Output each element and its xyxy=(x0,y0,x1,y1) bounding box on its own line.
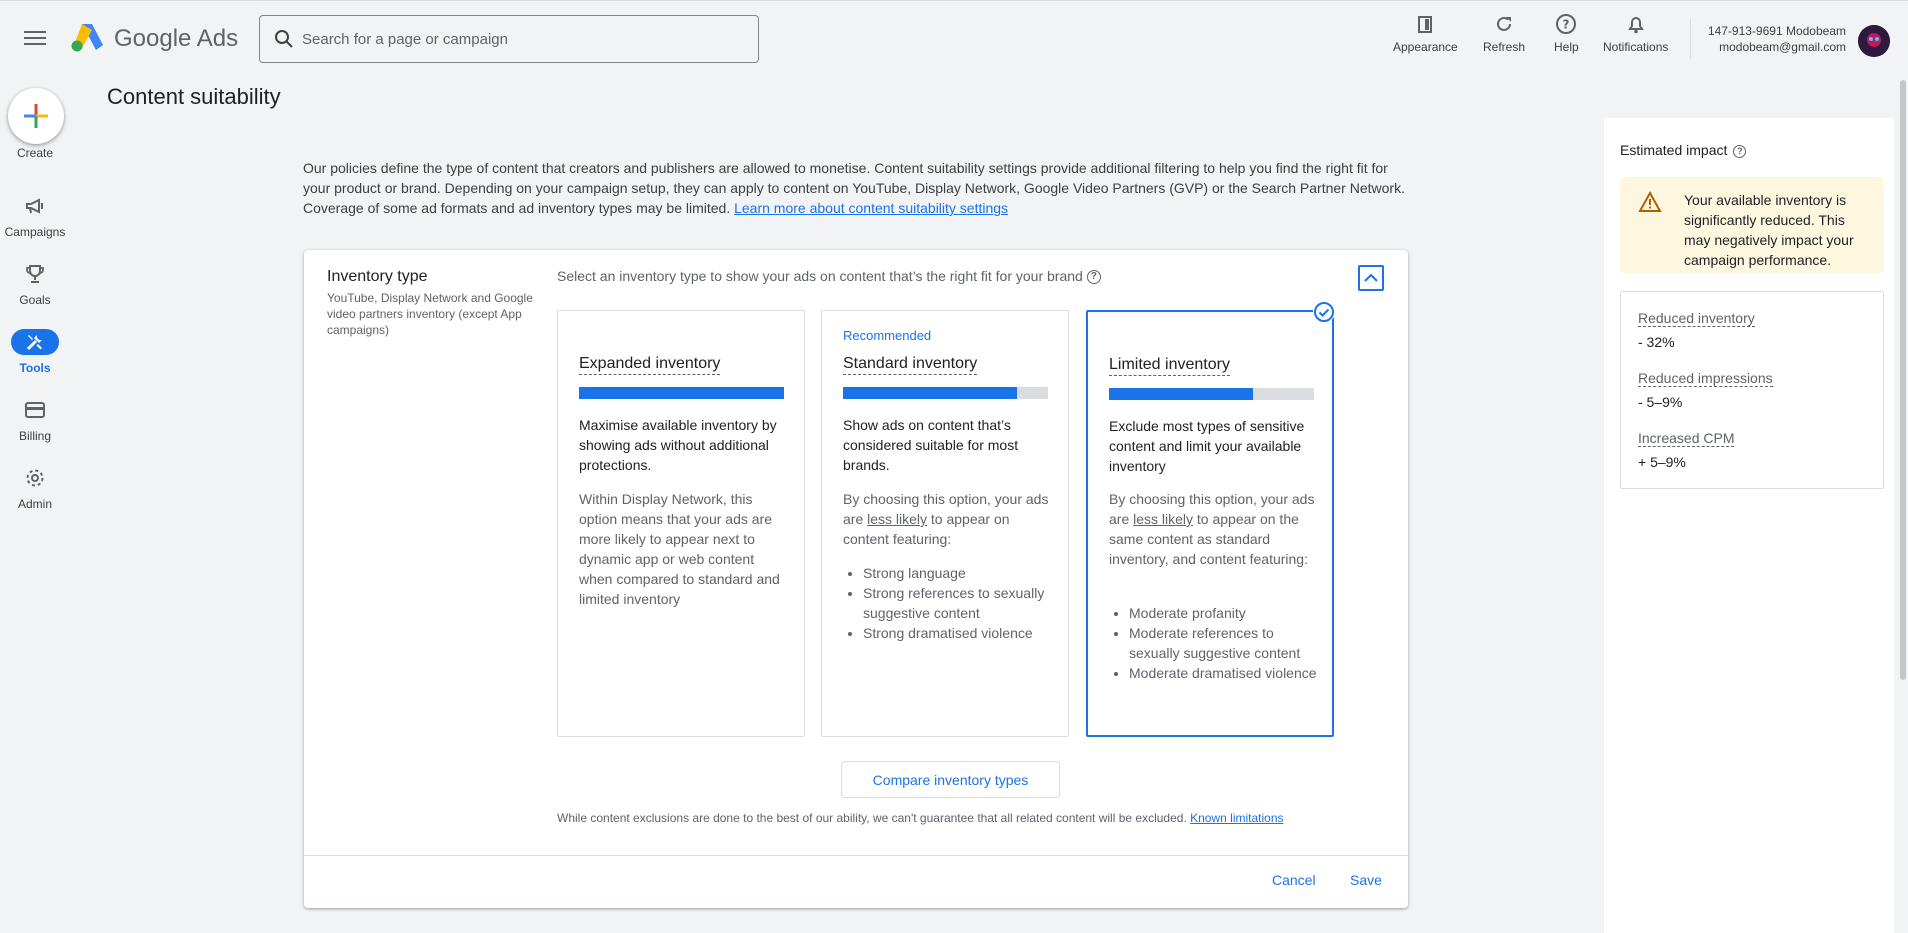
intro-body: Our policies define the type of content that creators and publishers are allowed to monetise. Content suitability settings provide additional filtering to help you find the right fit for your product or brand. Depending on your campaign setup, they can apply to content on YouTube, Display Network, Google Video Partners (GVP) or the Search Partner Network. Coverage of some ad formats and ad inventory types may be limited. xyxy=(303,160,1405,216)
create-label: Create xyxy=(16,146,54,160)
inventory-type-title: Inventory type xyxy=(327,268,428,285)
nav-label: Tools xyxy=(19,361,51,375)
trophy-icon xyxy=(24,263,46,285)
option-description: Show ads on content that’s considered suitable for most brands. xyxy=(843,417,1019,473)
brand-name: Google Ads xyxy=(114,25,239,52)
cancel-button[interactable]: Cancel xyxy=(1272,872,1316,888)
appearance-button[interactable] xyxy=(1393,13,1458,54)
avatar-image-icon xyxy=(1858,25,1890,57)
create-button[interactable] xyxy=(8,88,64,144)
refresh-button[interactable] xyxy=(1483,13,1525,54)
help-icon xyxy=(1555,13,1577,35)
option-name: Limited inventory xyxy=(1109,356,1230,376)
megaphone-icon xyxy=(24,195,46,217)
option-detail: Within Display Network, this option means that your ads are more likely to appear next to dynamic app or web content when compared to standard and limited inventory xyxy=(579,491,780,607)
header-divider xyxy=(1690,19,1691,59)
refresh-label: Refresh xyxy=(1483,40,1526,54)
search-input[interactable] xyxy=(302,26,742,52)
option-standard-inventory[interactable] xyxy=(821,310,1069,737)
page-title: Content suitability xyxy=(107,84,281,109)
option-expanded-inventory[interactable] xyxy=(557,310,805,737)
disclaimer-text xyxy=(557,811,1284,825)
selected-check-icon xyxy=(1313,301,1335,323)
list-item: • Strong language xyxy=(863,563,1053,583)
help-label: Help xyxy=(1554,40,1579,54)
credit-card-icon xyxy=(24,399,46,421)
avatar[interactable] xyxy=(1858,25,1890,57)
list-item: • Moderate profanity xyxy=(1129,603,1319,623)
nav-item-billing[interactable] xyxy=(0,397,70,443)
gear-icon xyxy=(24,467,46,489)
inventory-level-fill xyxy=(843,387,1017,399)
appearance-label: Appearance xyxy=(1393,40,1458,54)
account-email: modobeam@gmail.com xyxy=(1719,40,1846,54)
option-description: Maximise available inventory by showing ads without additional protections. xyxy=(579,417,777,473)
detail-text: By choosing this option, your ads are xyxy=(843,491,1049,527)
option-bullets xyxy=(1109,603,1319,683)
refresh-icon xyxy=(1493,13,1515,35)
option-detail xyxy=(1109,489,1319,569)
detail-emphasis: less likely xyxy=(867,511,928,527)
account-info[interactable] xyxy=(1708,23,1846,55)
detail-text: to appear on the same content as standard inventory, and content featuring: xyxy=(1109,511,1308,567)
option-detail xyxy=(843,489,1053,549)
help-button[interactable] xyxy=(1554,13,1579,54)
warning-icon xyxy=(1638,191,1662,213)
inventory-level-bar xyxy=(1109,388,1314,400)
metric-label[interactable]: Reduced inventory xyxy=(1638,310,1755,326)
tools-icon xyxy=(25,332,45,352)
top-header xyxy=(0,0,1908,76)
nav-label: Admin xyxy=(17,497,52,511)
chevron-up-icon xyxy=(1364,273,1378,283)
nav-label: Billing xyxy=(18,429,51,443)
main-menu-button[interactable] xyxy=(22,27,48,49)
recommended-badge: Recommended xyxy=(843,328,932,343)
option-name: Expanded inventory xyxy=(579,355,720,375)
nav-item-admin[interactable] xyxy=(0,465,70,511)
notifications-button[interactable] xyxy=(1603,13,1668,54)
google-ads-logo xyxy=(70,21,104,53)
inventory-type-card xyxy=(304,250,1408,908)
option-description: Exclude most types of sensitive content and limit your available inventory xyxy=(1109,418,1305,474)
list-item: • Moderate dramatised violence xyxy=(1129,663,1319,683)
select-inventory-text: Select an inventory type to show your ads on content that’s the right fit for your brand xyxy=(557,268,1083,284)
option-limited-inventory[interactable] xyxy=(1086,310,1334,737)
inventory-type-subtitle: YouTube, Display Network and Google video partners inventory (except App campaigns) xyxy=(327,291,533,337)
metric-value: - 32% xyxy=(1638,334,1675,350)
estimated-impact-title xyxy=(1620,142,1746,158)
collapse-button[interactable] xyxy=(1358,265,1384,291)
card-divider xyxy=(304,855,1408,856)
intro-text xyxy=(303,158,1413,218)
inventory-level-fill xyxy=(1109,388,1253,400)
detail-emphasis: less likely xyxy=(1133,511,1194,527)
nav-label: Goals xyxy=(19,293,51,307)
help-circle-icon[interactable]: ? xyxy=(1087,270,1101,284)
scrollbar-thumb[interactable] xyxy=(1900,80,1906,680)
nav-label: Campaigns xyxy=(4,225,66,239)
estimated-impact-text: Estimated impact xyxy=(1620,142,1728,158)
estimated-impact-panel xyxy=(1604,118,1894,933)
notifications-label: Notifications xyxy=(1603,40,1669,54)
detail-text: By choosing this option, your ads are xyxy=(1109,491,1315,527)
inventory-level-bar xyxy=(579,387,784,399)
known-limitations-link[interactable]: Known limitations xyxy=(1190,811,1284,825)
search-icon xyxy=(274,29,294,49)
bell-icon xyxy=(1625,13,1647,35)
metric-value: + 5–9% xyxy=(1638,454,1686,470)
svg-text:?: ? xyxy=(1562,17,1570,32)
select-inventory-label xyxy=(557,268,1101,284)
metric-label[interactable]: Reduced impressions xyxy=(1638,370,1773,386)
warning-banner xyxy=(1620,177,1884,273)
warning-text: Your available inventory is significantly reduced. This may negatively impact your campaign performance. xyxy=(1684,192,1854,268)
metric-label[interactable]: Increased CPM xyxy=(1638,430,1735,446)
detail-text: to appear on content featuring: xyxy=(843,511,1010,547)
option-bullets xyxy=(843,563,1053,643)
scrollbar[interactable] xyxy=(1899,76,1908,676)
metric-value: - 5–9% xyxy=(1638,394,1683,410)
inventory-level-fill xyxy=(579,387,784,399)
nav-item-campaigns[interactable] xyxy=(0,193,70,239)
help-circle-icon[interactable]: ? xyxy=(1733,145,1746,158)
list-item: • Strong dramatised violence xyxy=(863,623,1053,643)
search-box[interactable] xyxy=(259,15,759,63)
learn-more-link[interactable]: Learn more about content suitability settings xyxy=(734,200,1009,216)
list-item: • Strong references to sexually suggestive content xyxy=(863,583,1053,623)
compare-inventory-types-button[interactable]: Compare inventory types xyxy=(841,761,1060,798)
option-name: Standard inventory xyxy=(843,355,977,375)
disclaimer-body: While content exclusions are done to the best of our ability, we can't guarantee that all related content will be excluded. xyxy=(557,811,1187,825)
nav-item-goals[interactable] xyxy=(0,261,70,307)
appearance-icon xyxy=(1414,13,1436,35)
plus-icon xyxy=(24,104,48,128)
list-item: • Moderate references to sexually suggestive content xyxy=(1129,623,1319,663)
inventory-level-bar xyxy=(843,387,1048,399)
save-button[interactable]: Save xyxy=(1350,872,1382,888)
account-id: 147-913-9691 Modobeam xyxy=(1707,24,1846,38)
nav-item-tools[interactable] xyxy=(0,329,70,375)
impact-metrics xyxy=(1620,291,1884,489)
